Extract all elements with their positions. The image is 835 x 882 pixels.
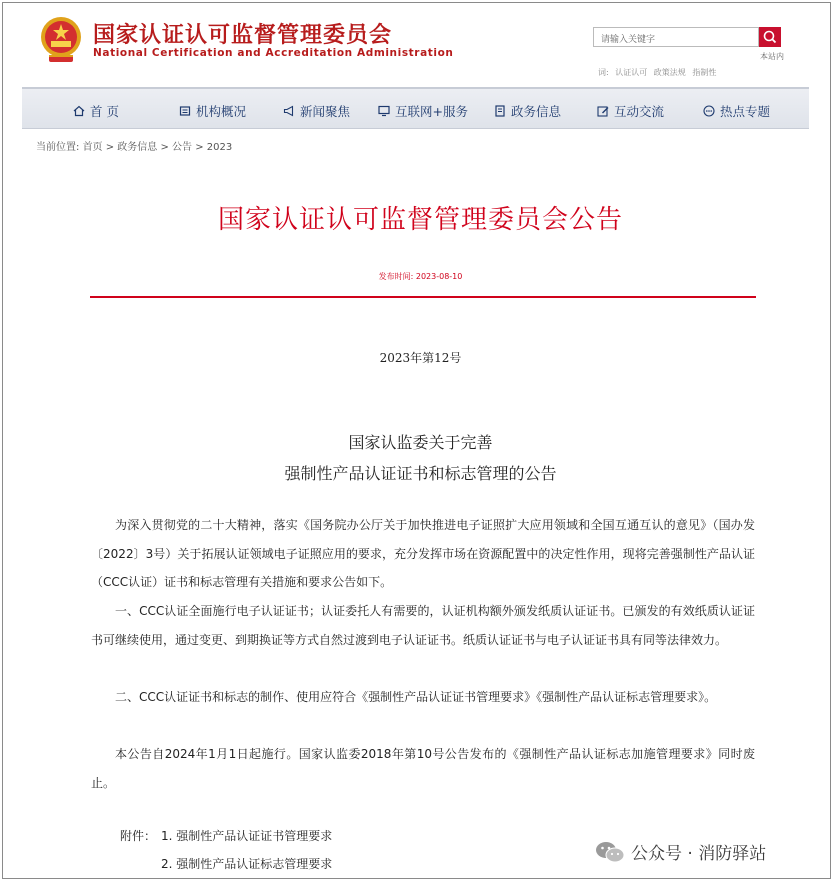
nav-item-label: 互联网+服务 (395, 104, 468, 119)
article-paragraph: 一、CCC认证全面施行电子认证证书；认证委托人有需要的，认证机构额外颁发纸质认证证书。已颁发的有效纸质认证证书可继续使用，通过变更、到期换证等方式自然过渡到电子认证证书。纸质认证证书与电子认证证书具有同等法律效力。 (91, 604, 755, 647)
wechat-icon (595, 840, 625, 864)
hotwords-label: 词: (598, 68, 609, 77)
monitor-icon (378, 105, 390, 117)
nav-item-news[interactable] (283, 102, 350, 120)
breadcrumb (36, 138, 232, 153)
article-subtitle-line1: 国家认监委关于完善 (348, 433, 493, 452)
page-title: 国家认证认可监督管理委员会公告 (217, 205, 623, 235)
hotword-link[interactable]: 认证认可 (615, 68, 648, 77)
hotword-link[interactable]: 指制性 (692, 68, 717, 77)
publish-time: 发布时间: 2023-08-10 (378, 272, 463, 281)
site-name-cn[interactable]: 国家认证认可监督管理委员会 (93, 23, 393, 48)
search-icon (759, 27, 781, 47)
main-nav (22, 87, 809, 129)
attachment-link[interactable]: 1. 强制性产品认证证书管理要求 (161, 829, 333, 843)
document-number: 2023年第12号 (379, 351, 462, 365)
site-name-en[interactable]: National Certification and Accreditation Administration (93, 47, 454, 59)
article-subtitle-line2: 强制性产品认证证书和标志管理的公告 (284, 464, 557, 483)
building-icon (179, 105, 191, 117)
nav-item-label: 机构概况 (196, 104, 247, 119)
megaphone-icon (283, 105, 295, 117)
home-icon (73, 105, 85, 117)
nav-item-interaction[interactable] (597, 102, 664, 120)
edit-icon (597, 105, 609, 117)
national-emblem-icon (38, 15, 84, 65)
site-header (3, 3, 830, 87)
nav-item-gov-info[interactable] (494, 102, 561, 120)
nav-item-about[interactable] (179, 102, 246, 120)
search-input[interactable]: 请输入关键字 (593, 27, 759, 47)
document-icon (494, 105, 506, 117)
breadcrumb-prefix: 当前位置: (36, 142, 80, 153)
hotwords (598, 67, 720, 78)
nav-item-label: 新闻聚焦 (300, 104, 351, 119)
attachment-link[interactable]: 2. 强制性产品认证标志管理要求 (161, 857, 333, 871)
article-paragraph: 为深入贯彻党的二十大精神，落实《国务院办公厅关于加快推进电子证照扩大应用领域和全国互通互认的意见》（国办发〔2022〕3号）关于拓展认证领域电子证照应用的要求，充分发挥市场在资源配置中的决定性作用，现将完善强制性产品认证（CCC认证）证书和标志管理有关措施和要求公告如下。 (91, 518, 755, 590)
nav-item-topics[interactable] (703, 102, 770, 120)
page-frame (2, 2, 831, 879)
nav-item-label: 互动交流 (614, 104, 665, 119)
hotword-link[interactable]: 政策法规 (653, 68, 686, 77)
article-paragraph: 本公告自2024年1月1日起施行。国家认监委2018年第10号公告发布的《强制性产品认证标志加施管理要求》同时废止。 (91, 747, 755, 790)
nav-item-label: 政务信息 (511, 104, 562, 119)
attachments-label: 附件： (120, 829, 157, 843)
watermark (595, 839, 766, 864)
chat-icon (703, 105, 715, 117)
nav-item-home[interactable] (73, 102, 119, 120)
nav-item-label: 热点专题 (720, 104, 771, 119)
site-search-label[interactable]: 本站内 (760, 52, 784, 61)
article-paragraph: 二、CCC认证证书和标志的制作、使用应符合《强制性产品认证证书管理要求》《强制性产品认证标志管理要求》。 (115, 690, 717, 704)
watermark-text: 公众号 · 消防驿站 (631, 844, 767, 864)
nav-item-label: 首 页 (90, 104, 119, 119)
breadcrumb-path[interactable]: 首页 > 政务信息 > 公告 > 2023 (82, 142, 233, 153)
nav-item-services[interactable] (378, 102, 468, 120)
title-divider (90, 296, 756, 298)
search-button[interactable] (759, 27, 781, 47)
